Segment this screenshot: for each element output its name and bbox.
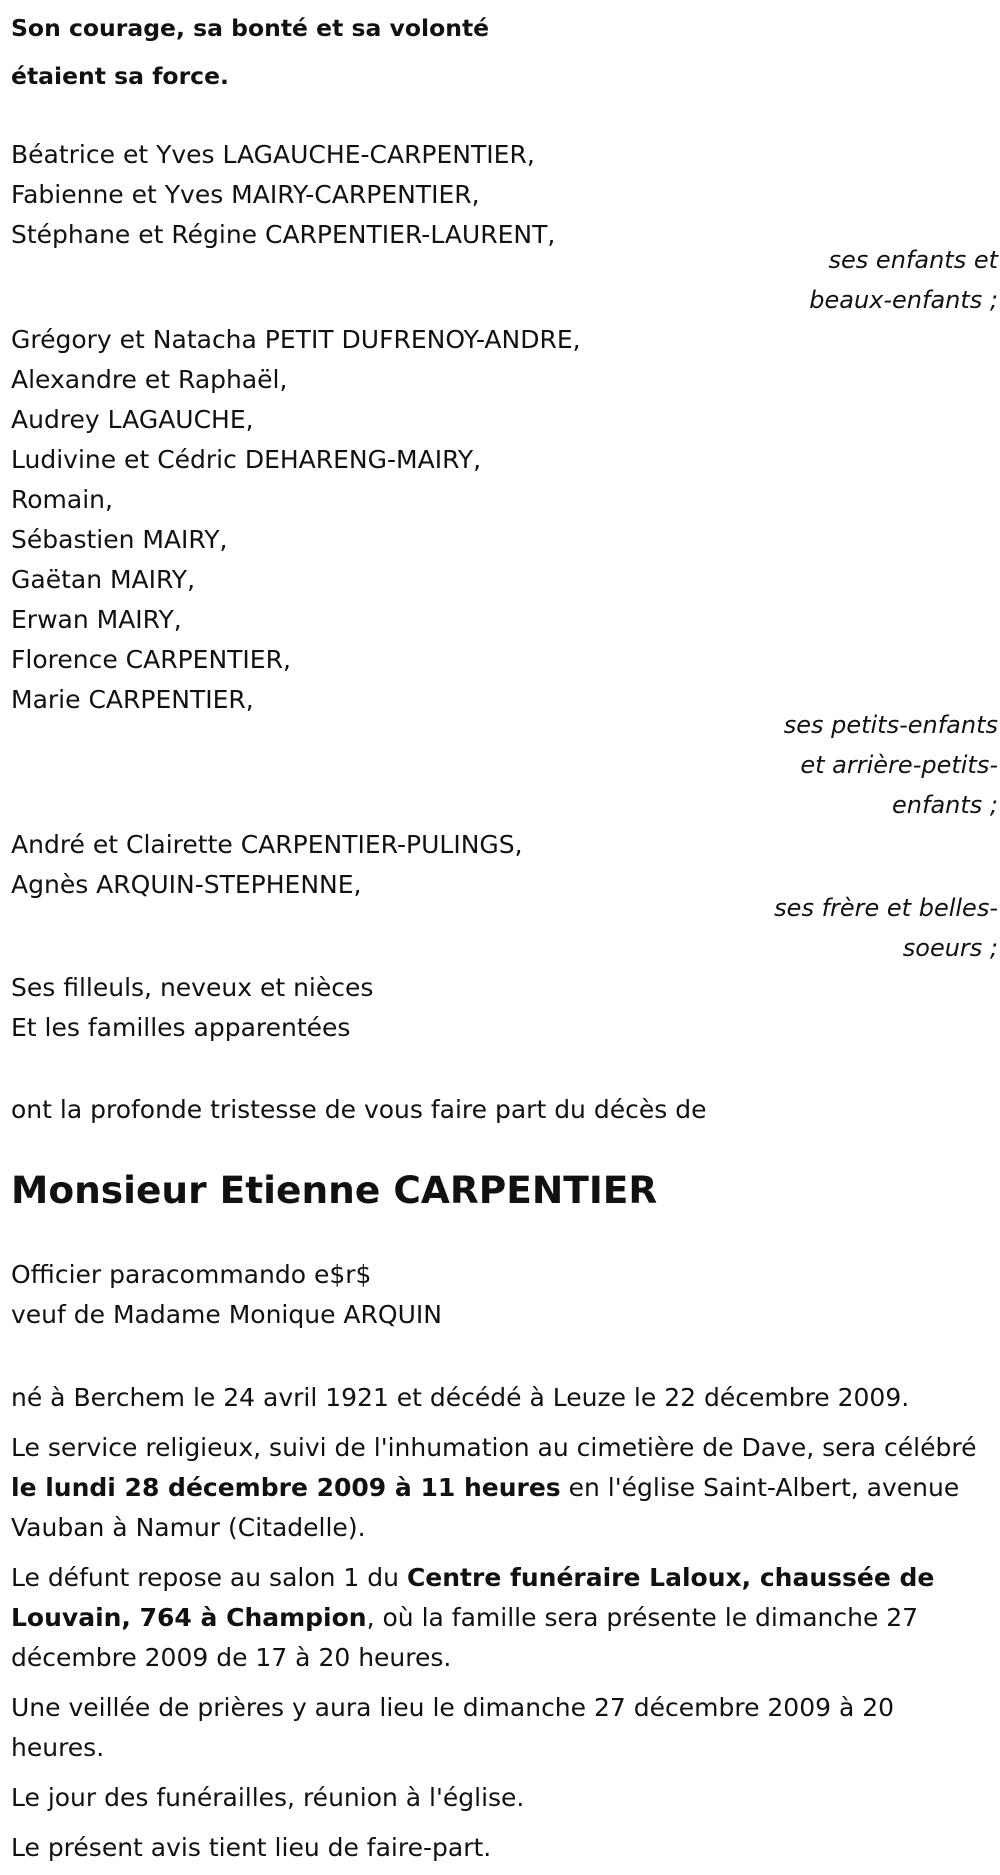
grandchild-name: Ludivine et Cédric DEHARENG-MAIRY, xyxy=(11,445,482,474)
other-relatives: Ses filleuls, neveux et nièces xyxy=(11,973,374,1002)
rest-text: Le défunt repose au salon 1 du Centre funéraire Laloux, chaussée de Louvain, 764 à Champion, où la famille sera présente le dimanche 27 décembre 2009 de 17 à 20 heures. xyxy=(11,1563,935,1672)
quote-line-1: Son courage, sa bonté et sa volonté xyxy=(11,14,490,42)
announcement-text: ont la profonde tristesse de vous faire part du décès de xyxy=(11,1095,707,1124)
grandchildren-group xyxy=(11,320,999,720)
child-name: Béatrice et Yves LAGAUCHE-CARPENTIER, xyxy=(11,140,535,169)
birth-death-text: né à Berchem le 24 avril 1921 et décédé à Leuze le 22 décembre 2009. xyxy=(11,1383,910,1412)
notice-text: Le présent avis tient lieu de faire-part. xyxy=(11,1833,492,1862)
grandchild-name: Florence CARPENTIER, xyxy=(11,645,291,674)
grandchild-name: Grégory et Natacha PETIT DUFRENOY-ANDRE, xyxy=(11,325,581,354)
announcement xyxy=(11,1090,999,1130)
quote-line-2: étaient sa force. xyxy=(11,62,229,90)
grandchildren-relation: ses petits-enfants et arrière-petits- enfants ; xyxy=(783,711,998,819)
grandchild-name: Erwan MAIRY, xyxy=(11,605,182,634)
deceased-name: Monsieur Etienne CARPENTIER xyxy=(11,1168,658,1212)
grandchild-name: Romain, xyxy=(11,485,113,514)
child-name: Fabienne et Yves MAIRY-CARPENTIER, xyxy=(11,180,480,209)
details-block xyxy=(11,1378,986,1868)
grandchild-name: Audrey LAGAUCHE, xyxy=(11,405,254,434)
deceased-widower: veuf de Madame Monique ARQUIN xyxy=(11,1300,442,1329)
grandchild-name: Alexandre et Raphaël, xyxy=(11,365,288,394)
service-date: le lundi 28 décembre 2009 à 11 heures xyxy=(11,1473,561,1502)
funeral-home: Centre funéraire Laloux, chaussée de Louvain, 764 à Champion xyxy=(11,1563,935,1632)
deceased-title: Officier paracommando e$r$ xyxy=(11,1260,372,1289)
header-quote xyxy=(11,4,999,100)
vigil-text: Une veillée de prières y aura lieu le dimanche 27 décembre 2009 à 20 heures. xyxy=(11,1693,895,1762)
grandchild-name: Gaëtan MAIRY, xyxy=(11,565,196,594)
sibling-name: André et Clairette CARPENTIER-PULINGS, xyxy=(11,830,523,859)
grandchild-name: Marie CARPENTIER, xyxy=(11,685,254,714)
siblings-relation: ses frère et belles- soeurs ; xyxy=(774,894,998,962)
children-group xyxy=(11,135,999,255)
funeral-day-text: Le jour des funérailles, réunion à l'église. xyxy=(11,1783,525,1812)
deceased-info xyxy=(11,1255,999,1335)
children-relation: ses enfants et beaux-enfants ; xyxy=(809,246,998,314)
grandchild-name: Sébastien MAIRY, xyxy=(11,525,228,554)
others-group xyxy=(11,968,999,1048)
deceased-block xyxy=(11,1165,999,1215)
service-text: Le service religieux, suivi de l'inhumation au cimetière de Dave, sera célébré le lundi 28 décembre 2009 à 11 heures en l'église Saint-Albert, avenue Vauban à Namur (Citadelle). xyxy=(11,1433,977,1542)
child-name: Stéphane et Régine CARPENTIER-LAURENT, xyxy=(11,220,556,249)
sibling-name: Agnès ARQUIN-STEPHENNE, xyxy=(11,870,362,899)
other-relatives: Et les familles apparentées xyxy=(11,1013,351,1042)
